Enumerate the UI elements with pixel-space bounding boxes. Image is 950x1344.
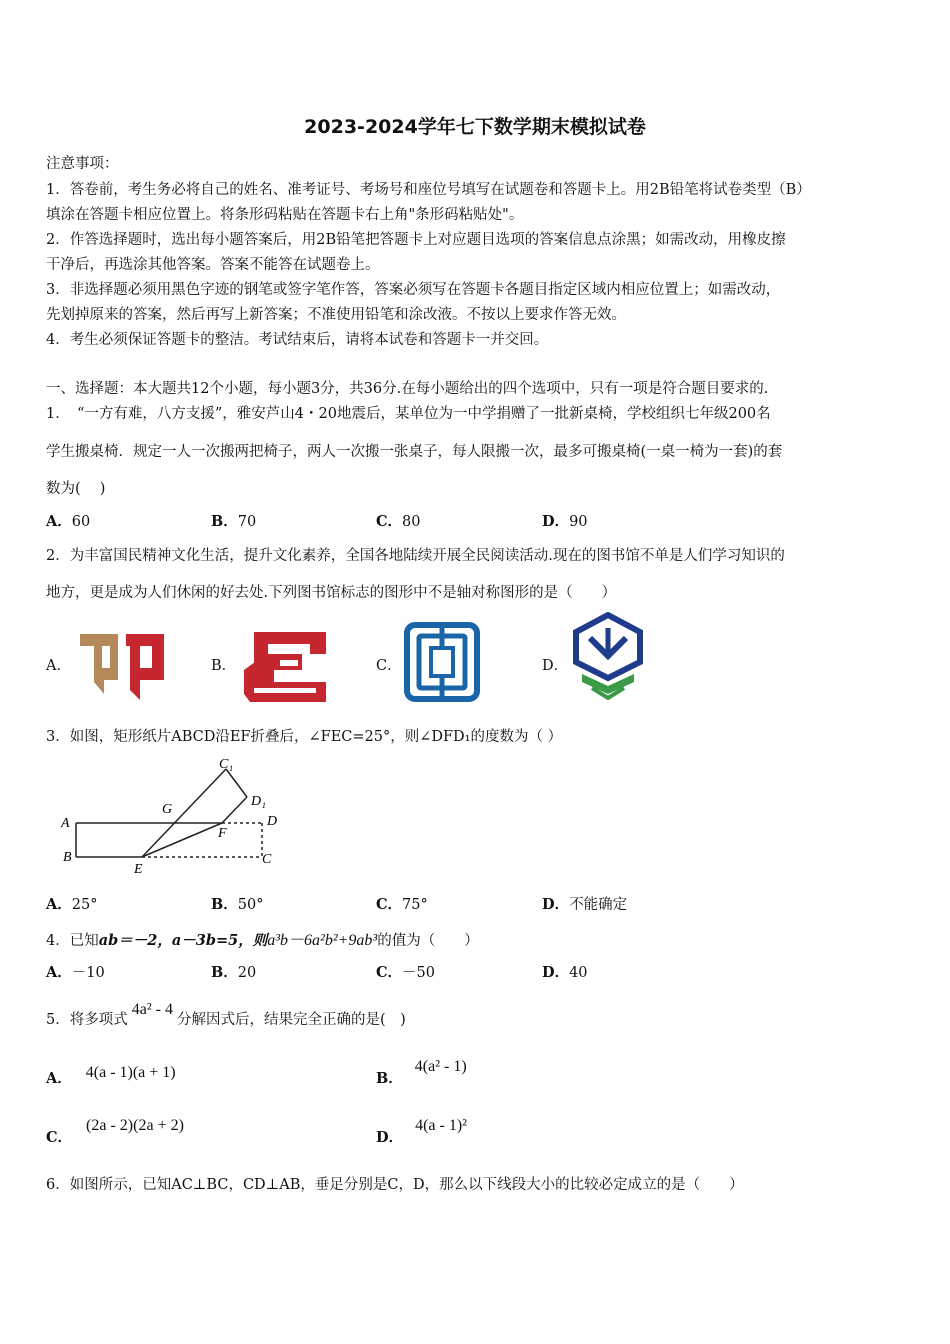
label-c1: C₁ <box>219 757 234 772</box>
hexagon-logo-icon <box>572 612 644 706</box>
q4-option-b: B．20 <box>211 964 257 981</box>
q1-option-b: B．70 <box>211 513 257 530</box>
q1-option-d: D．90 <box>542 513 588 530</box>
label-d: D <box>267 814 278 829</box>
q3-text: 3．如图，矩形纸片ABCD沿EF折叠后，∠FEC=25°，则∠DFD₁的度数为（ ） <box>46 729 563 745</box>
q1-text: 学生搬桌椅．规定一人一次搬两把椅子，两人一次搬一张桌子，每人限搬一次，最多可搬桌椅(一桌一椅为一套)的套 <box>46 444 783 460</box>
section-heading: 一、选择题：本大题共12个小题，每小题3分，共36分.在每小题给出的四个选项中，只有一项是符合题目要求的. <box>46 381 769 397</box>
q4-option-c: C．－50 <box>376 964 435 981</box>
label-b: B <box>63 850 72 865</box>
label-a: A <box>61 816 70 831</box>
q3-option-d: D．不能确定 <box>542 896 628 913</box>
label-f: F <box>218 826 227 841</box>
notice-line: 3．非选择题必须用黑色字迹的钢笔或签字笔作答，答案必须写在答题卡各题目指定区域内相应位置上；如需改动， <box>46 282 781 298</box>
q2-text: 地方，更是成为人们休闲的好去处.下列图书馆标志的图形中不是轴对称图形的是（ ） <box>46 585 617 601</box>
q1-text: 数为( ) <box>46 481 106 497</box>
notice-line: 干净后，再选涂其他答案。答案不能答在试题卷上。 <box>46 257 380 273</box>
q4-text: 4．已知ab＝－2，a－3b=5，则a³b－6a²b²+9ab³的值为（ ） <box>46 932 479 949</box>
q5-option-b: B．4(a² - 1) <box>376 1058 467 1087</box>
q1-option-c: C．80 <box>376 513 421 530</box>
label-g: G <box>162 802 173 817</box>
q2-option-b-label: B． <box>211 658 237 674</box>
notice-line: 填涂在答题卡相应位置上。将条形码粘贴在答题卡右上角"条形码粘贴处"。 <box>46 207 524 223</box>
notice-line: 1．答卷前，考生务必将自己的姓名、准考证号、考场号和座位号填写在试题卷和答题卡上。用2B铅笔将试卷类型（B） <box>46 182 811 198</box>
q2-option-c-label: C． <box>376 658 402 674</box>
notice-line: 2．作答选择题时，选出每小题答案后，用2B铅笔把答题卡上对应题目选项的答案信息点涂黑；如需改动，用橡皮擦 <box>46 232 786 248</box>
q6-text: 6．如图所示，已知AC⊥BC，CD⊥AB，垂足分别是C，D，那么以下线段大小的比较必定成立的是（ ） <box>46 1177 744 1193</box>
q5-option-a: A． 4(a - 1)(a + 1) <box>46 1064 176 1087</box>
blue-square-logo-icon <box>404 622 480 706</box>
page-title: 2023-2024学年七下数学期末模拟试卷 <box>304 116 646 138</box>
q3-option-b: B．50° <box>211 896 264 913</box>
q4-option-a: A．－10 <box>46 964 105 981</box>
q4-option-d: D．40 <box>542 964 588 981</box>
book-logo-icon <box>76 630 168 710</box>
q5-text: 5．将多项式4a² - 4分解因式后，结果完全正确的是( ) <box>46 1001 406 1028</box>
q5-polynomial: 4a² - 4 <box>131 1001 173 1018</box>
notice-line: 4．考生必须保证答题卡的整洁。考试结束后，请将本试卷和答题卡一并交回。 <box>46 332 549 348</box>
notice-heading: 注意事项： <box>46 156 119 172</box>
label-c: C <box>262 852 272 867</box>
q2-option-a-label: A． <box>46 658 71 674</box>
q1-text: 1． “一方有难，八方支援”，雅安芦山4・20地震后，某单位为一中学捐赠了一批新桌椅，学校组织七年级200名 <box>46 406 771 422</box>
q3-fold-figure <box>54 755 284 884</box>
q1-option-a: A．60 <box>46 513 91 530</box>
label-e: E <box>134 862 143 877</box>
notice-line: 先划掉原来的答案，然后再写上新答案；不准使用铅笔和涂改液。不按以上要求作答无效。 <box>46 307 626 323</box>
q5-option-d: D．4(a - 1)² <box>376 1117 467 1146</box>
q3-option-c: C．75° <box>376 896 428 913</box>
q5-option-c: C．(2a - 2)(2a + 2) <box>46 1117 184 1146</box>
q2-text: 2．为丰富国民精神文化生活，提升文化素养，全国各地陆续开展全民阅读活动.现在的图书馆不单是人们学习知识的 <box>46 548 785 564</box>
red-maze-logo-icon <box>240 630 330 710</box>
label-d1: D₁ <box>251 794 266 809</box>
q3-option-a: A．25° <box>46 896 98 913</box>
q2-option-d-label: D． <box>542 658 569 674</box>
